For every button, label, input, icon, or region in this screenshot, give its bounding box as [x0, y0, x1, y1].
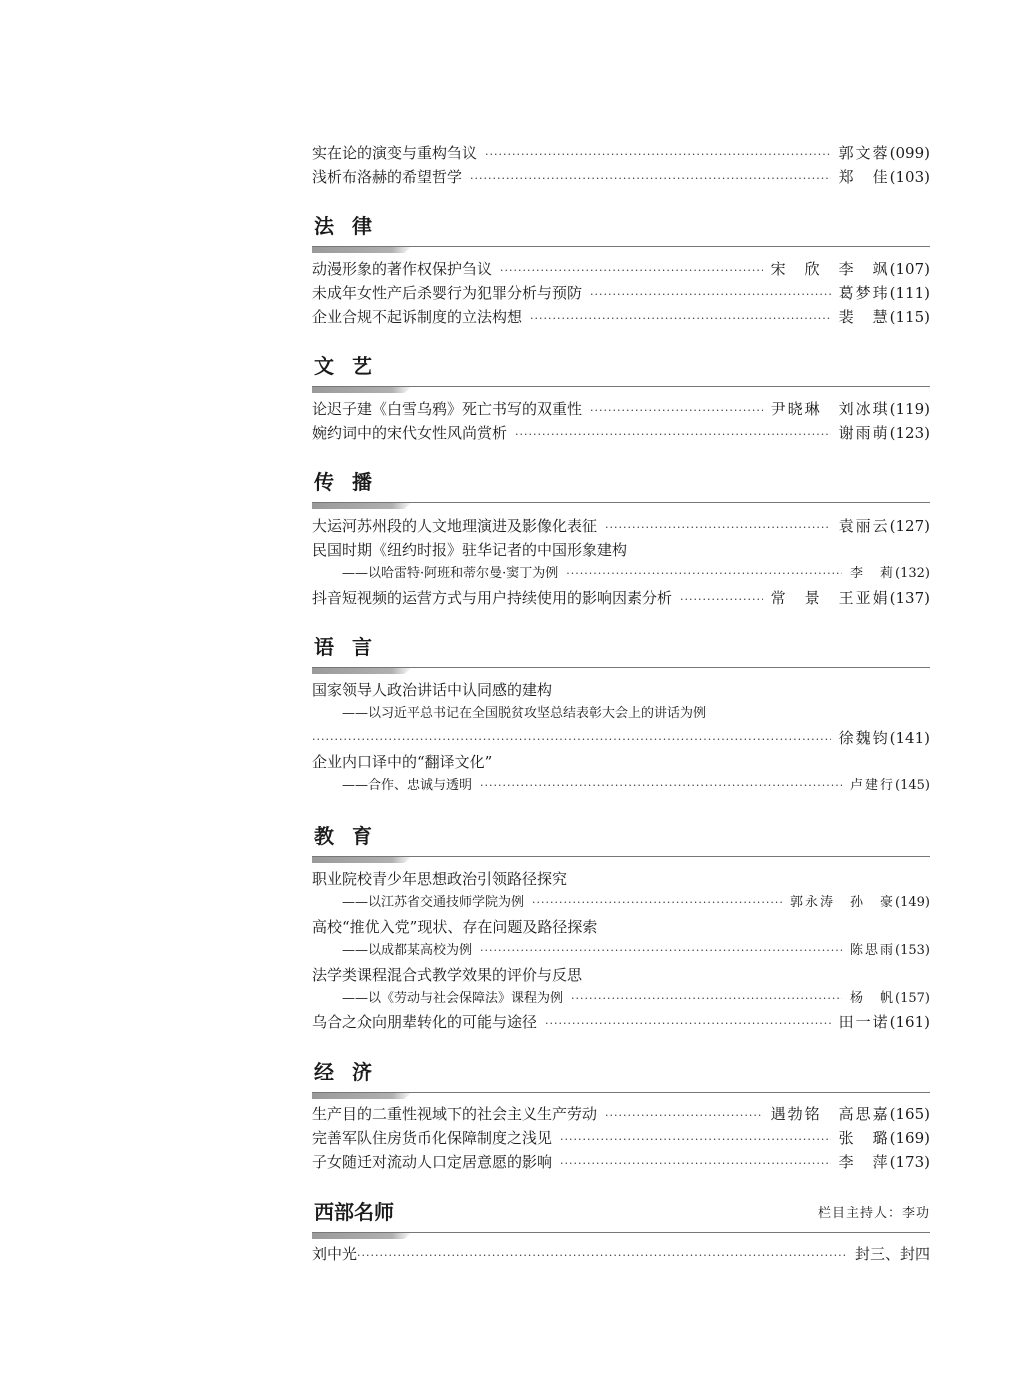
section-bar	[312, 1093, 412, 1099]
entry-subtitle: ——合作、忠诚与透明	[342, 778, 473, 793]
section-header	[312, 822, 930, 866]
entry-title: 企业合规不起诉制度的立法构想	[312, 308, 523, 326]
entry-authors: 常 景 王亚娟	[770, 589, 890, 607]
leader-dots	[515, 423, 831, 447]
entry-authors: 张 璐	[838, 1129, 890, 1147]
toc-entry-subtitle-line[interactable]	[342, 891, 930, 915]
entry-title: 动漫形象的著作权保护刍议	[312, 260, 493, 278]
leader-dots	[590, 399, 763, 423]
entry-authors: 郭永涛 孙 豪	[790, 895, 896, 910]
entry-title: 未成年女性产后杀婴行为犯罪分析与预防	[312, 284, 583, 302]
entry-authors: 陈思雨	[850, 943, 896, 958]
toc-entry[interactable]	[312, 257, 930, 281]
leader-dots	[590, 283, 831, 307]
leader-dots	[605, 516, 831, 540]
section-bar	[312, 1233, 412, 1239]
section-title: 经济	[314, 1060, 390, 1084]
section-rule	[312, 667, 930, 668]
entry-page: (161)	[889, 1013, 930, 1031]
toc-entry-title-line[interactable]	[312, 963, 930, 987]
toc-entry-title-line[interactable]	[312, 915, 930, 939]
section-bar	[312, 857, 412, 863]
section-title: 语言	[314, 635, 390, 659]
entry-title: 刘中光	[312, 1245, 358, 1263]
section-header	[312, 1198, 930, 1242]
leader-dots	[532, 891, 782, 915]
toc-entry[interactable]	[312, 1126, 930, 1150]
entry-subtitle: ——以江苏省交通技师学院为例	[342, 895, 525, 910]
entry-authors: 尹晓琳 刘冰琪	[770, 400, 890, 418]
toc-entry-dots-line[interactable]	[312, 726, 930, 750]
toc-entry-subtitle-line[interactable]	[342, 774, 930, 798]
entry-title: 职业院校青少年思想政治引领路径探究	[312, 870, 568, 888]
toc-entry[interactable]	[312, 305, 930, 329]
toc-entry-title-line[interactable]	[312, 678, 930, 702]
entry-authors: 遇勃铭 高思嘉	[770, 1105, 890, 1123]
section-rule	[312, 1232, 930, 1233]
leader-dots	[545, 1012, 831, 1036]
leader-dots	[571, 987, 842, 1011]
toc-entry[interactable]	[312, 141, 930, 165]
entry-title: 浅析布洛赫的希望哲学	[312, 168, 463, 186]
leader-dots	[500, 259, 763, 283]
toc-entry[interactable]	[312, 397, 930, 421]
entry-title: 民国时期《纽约时报》驻华记者的中国形象建构	[312, 541, 628, 559]
section-bar	[312, 503, 412, 509]
toc-entry-subtitle-line[interactable]	[342, 562, 930, 586]
section-title: 文艺	[314, 354, 390, 378]
toc-entry[interactable]	[312, 586, 930, 610]
toc-entry[interactable]	[312, 281, 930, 305]
entry-authors: 宋 欣 李 飒	[770, 260, 890, 278]
entry-title: 企业内口译中的“翻译文化”	[312, 753, 493, 771]
entry-page: (103)	[889, 168, 930, 186]
toc-entry[interactable]	[312, 1150, 930, 1174]
entry-authors: 杨 帆	[850, 991, 896, 1006]
leader-dots	[312, 728, 831, 752]
leader-dots	[560, 1128, 831, 1152]
entry-page: 封三、封四	[854, 1245, 930, 1263]
entry-page: (145)	[895, 778, 930, 793]
entry-authors: 田一诺	[838, 1013, 890, 1031]
toc-entry[interactable]	[312, 1102, 930, 1126]
toc-entry[interactable]	[312, 421, 930, 445]
toc-entry-subtitle-line[interactable]	[342, 987, 930, 1011]
toc-entry[interactable]	[312, 165, 930, 189]
entry-page: (123)	[889, 424, 930, 442]
entry-page: (132)	[895, 566, 930, 581]
toc-entry-title-line[interactable]	[312, 538, 930, 562]
entry-title: 法学类课程混合式教学效果的评价与反思	[312, 966, 583, 984]
entry-authors: 袁丽云	[838, 517, 890, 535]
leader-dots	[605, 1104, 763, 1128]
entry-title: 生产目的二重性视域下的社会主义生产劳动	[312, 1105, 598, 1123]
entry-authors: 徐魏钧	[838, 729, 890, 747]
leader-dots	[480, 774, 842, 798]
entry-authors: 谢雨萌	[838, 424, 890, 442]
entry-authors: 李 莉	[850, 566, 896, 581]
section-header	[312, 1058, 930, 1102]
entry-title: 乌合之众向朋辈转化的可能与途径	[312, 1013, 538, 1031]
entry-subtitle: ——以习近平总书记在全国脱贫攻坚总结表彰大会上的讲话为例	[342, 706, 707, 721]
leader-dots	[357, 1244, 847, 1268]
entry-title: 实在论的演变与重构刍议	[312, 144, 478, 162]
section-rule	[312, 246, 930, 247]
entry-authors: 郭文蓉	[838, 144, 890, 162]
entry-authors: 李 萍	[838, 1153, 890, 1171]
entry-page: (173)	[889, 1153, 930, 1171]
entry-authors: 郑 佳	[838, 168, 890, 186]
section-header	[312, 352, 930, 396]
entry-subtitle: ——以哈雷特·阿班和蒂尔曼·窦丁为例	[342, 566, 559, 581]
section-title: 法律	[314, 214, 390, 238]
section-title: 西部名师	[314, 1200, 394, 1224]
toc-entry-title-line[interactable]	[312, 867, 930, 891]
entry-page: (149)	[895, 895, 930, 910]
toc-entry-title-line[interactable]	[312, 750, 930, 774]
entry-authors: 葛梦玮	[838, 284, 890, 302]
leader-dots	[560, 1152, 831, 1176]
section-title: 教育	[314, 824, 390, 848]
entry-page: (157)	[895, 991, 930, 1006]
entry-page: (119)	[889, 400, 930, 418]
entry-title: 论迟子建《白雪乌鸦》死亡书写的双重性	[312, 400, 583, 418]
section-bar	[312, 668, 412, 674]
section-rule	[312, 386, 930, 387]
column-host: 栏目主持人：李功	[817, 1206, 930, 1221]
entry-page: (137)	[889, 589, 930, 607]
entry-title: 抖音短视频的运营方式与用户持续使用的影响因素分析	[312, 589, 673, 607]
leader-dots	[480, 939, 842, 963]
entry-page: (099)	[889, 144, 930, 162]
section-bar	[312, 247, 412, 253]
entry-page: (127)	[889, 517, 930, 535]
entry-subtitle: ——以《劳动与社会保障法》课程为例	[342, 991, 564, 1006]
entry-title: 国家领导人政治讲话中认同感的建构	[312, 681, 553, 699]
leader-dots	[485, 143, 831, 167]
section-header	[312, 468, 930, 512]
entry-page: (141)	[889, 729, 930, 747]
section-title: 传播	[314, 470, 390, 494]
toc-entry-subtitle-line[interactable]	[342, 702, 930, 726]
entry-page: (153)	[895, 943, 930, 958]
entry-title: 子女随迁对流动人口定居意愿的影响	[312, 1153, 553, 1171]
entry-title: 完善军队住房货币化保障制度之浅见	[312, 1129, 553, 1147]
toc-entry[interactable]	[312, 514, 930, 538]
entry-title: 高校“推优入党”现状、存在问题及路径探索	[312, 918, 598, 936]
toc-entry[interactable]	[312, 1010, 930, 1034]
leader-dots	[566, 562, 842, 586]
entry-page: (165)	[889, 1105, 930, 1123]
toc-entry-subtitle-line[interactable]	[342, 939, 930, 963]
entry-title: 大运河苏州段的人文地理演进及影像化表征	[312, 517, 598, 535]
entry-page: (107)	[889, 260, 930, 278]
entry-authors: 卢建行	[850, 778, 896, 793]
leader-dots	[470, 167, 831, 191]
leader-dots	[680, 588, 763, 612]
section-rule	[312, 502, 930, 503]
entry-page: (115)	[889, 308, 930, 326]
section-header	[312, 212, 930, 256]
section-rule	[312, 856, 930, 857]
entry-title: 婉约词中的宋代女性风尚赏析	[312, 424, 508, 442]
section-bar	[312, 387, 412, 393]
section-rule	[312, 1092, 930, 1093]
section-header	[312, 633, 930, 677]
leader-dots	[530, 307, 831, 331]
entry-authors: 裴 慧	[838, 308, 890, 326]
entry-page: (111)	[889, 284, 930, 302]
entry-page: (169)	[889, 1129, 930, 1147]
toc-entry[interactable]	[312, 1242, 930, 1266]
entry-subtitle: ——以成都某高校为例	[342, 943, 473, 958]
